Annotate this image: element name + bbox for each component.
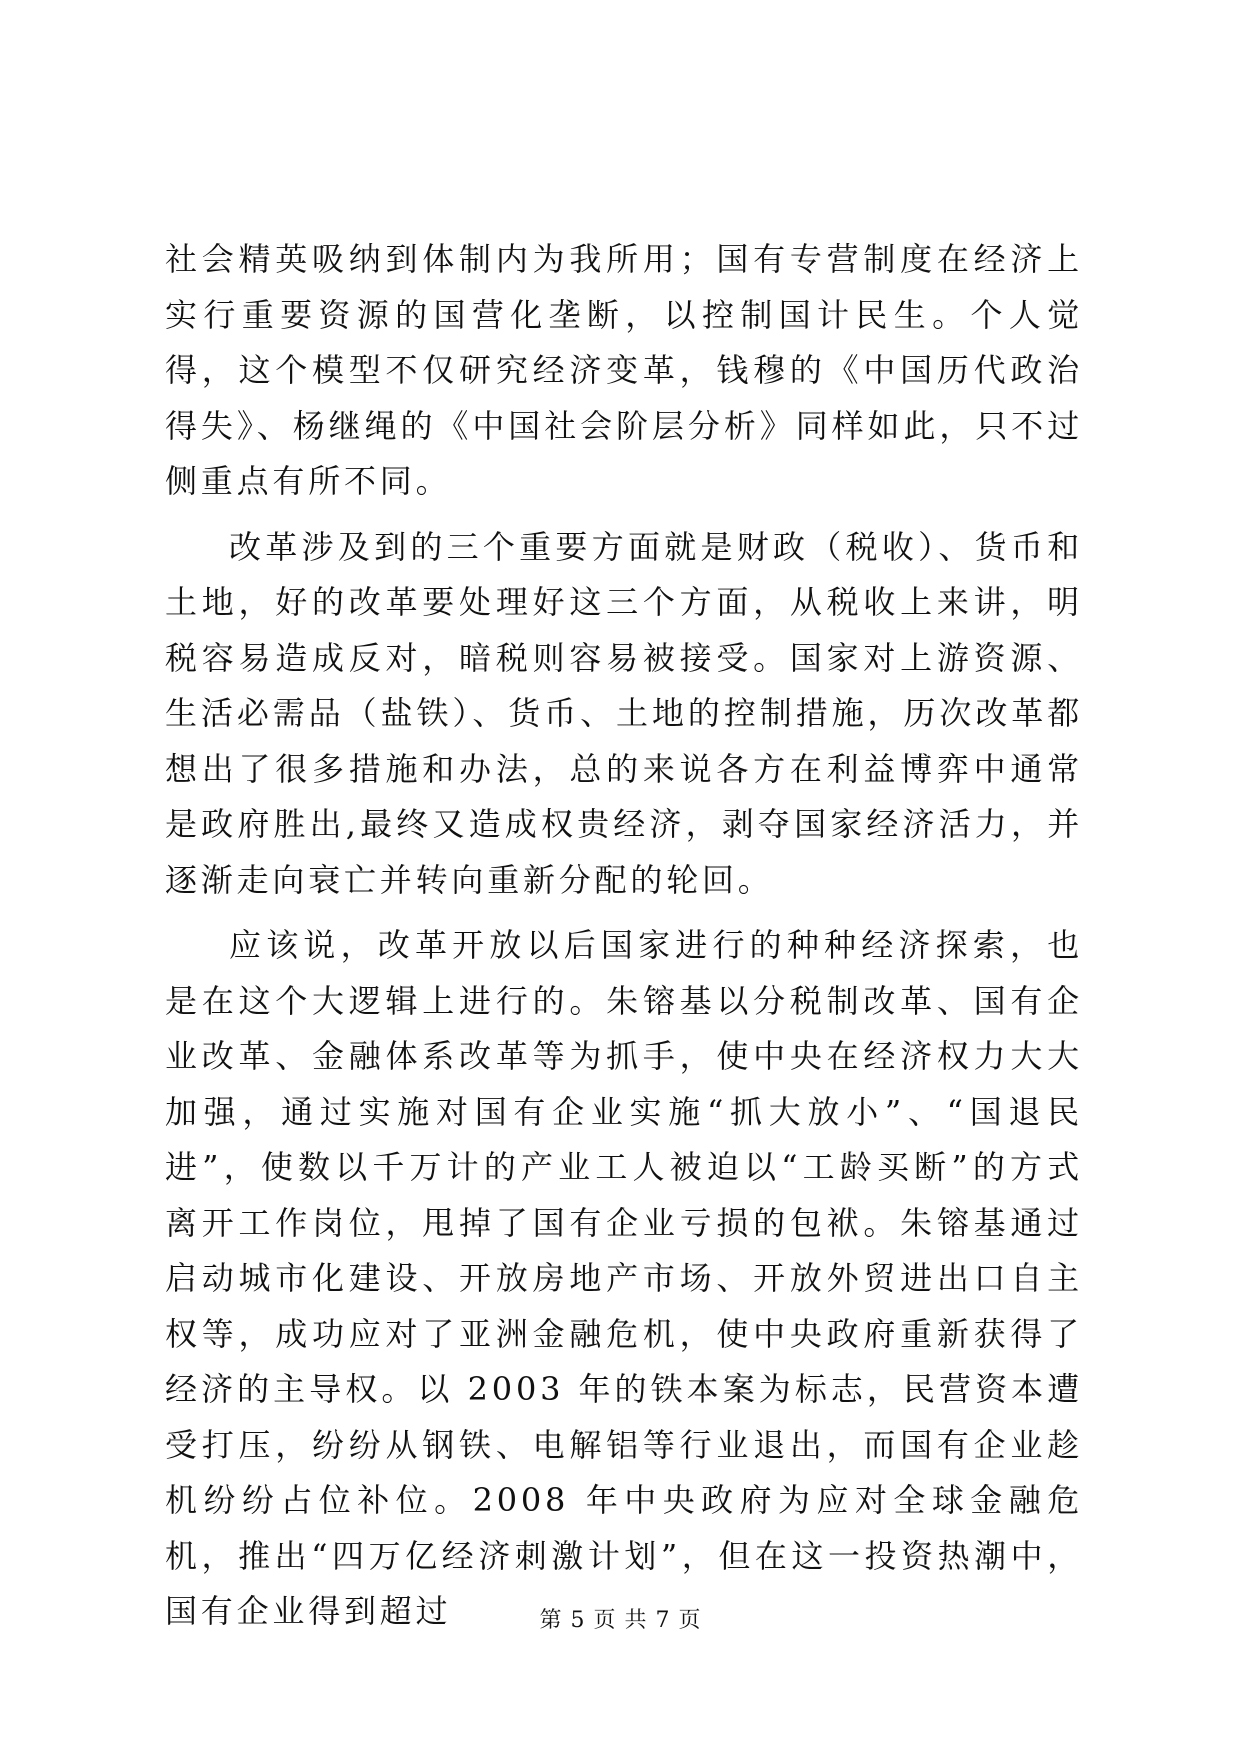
paragraph-3: 应该说，改革开放以后国家进行的种种经济探索，也是在这个大逻辑上进行的。朱镕基以分税制改革、国有企业改革、金融体系改革等为抓手，使中央在经济权力大大加强，通过实施对国有企业实施“抓大放小”、“国退民进”，使数以千万计的产业工人被迫以“工龄买断”的方式离开工作岗位，甩掉了国有企业亏损的包袱。朱镕基通过启动城市化建设、开放房地产市场、开放外贸进出口自主权等，成功应对了亚洲金融危机，使中央政府重新获得了经济的主导权。以 2003 年的铁本案为标志，民营资本遭受打压，纷纷从钢铁、电解铝等行业退出，而国有企业趁机纷纷占位补位。2008 年中央政府为应对全球金融危机，推出“四万亿经济刺激计划”，但在这一投资热潮中，国有企业得到超过 <box>165 926 1083 1630</box>
page-number-footer: 第 5 页 共 7 页 <box>539 1608 702 1633</box>
paragraph-2: 改革涉及到的三个重要方面就是财政（税收）、货币和土地，好的改革要处理好这三个方面，从税收上来讲，明税容易造成反对，暗税则容易被接受。国家对上游资源、生活必需品（盐铁）、货币、土地的控制措施，历次改革都想出了很多措施和办法，总的来说各方在利益博弈中通常是政府胜出,最终又造成权贵经济，剥夺国家经济活力，并逐渐走向衰亡并转向重新分配的轮回。 <box>165 527 1083 899</box>
document-body <box>165 232 1083 1650</box>
paragraph-1: 社会精英吸纳到体制内为我所用；国有专营制度在经济上实行重要资源的国营化垄断，以控制国计民生。个人觉得，这个模型不仅研究经济变革，钱穆的《中国历代政治得失》、杨继绳的《中国社会阶层分析》同样如此，只不过侧重点有所不同。 <box>165 240 1083 500</box>
